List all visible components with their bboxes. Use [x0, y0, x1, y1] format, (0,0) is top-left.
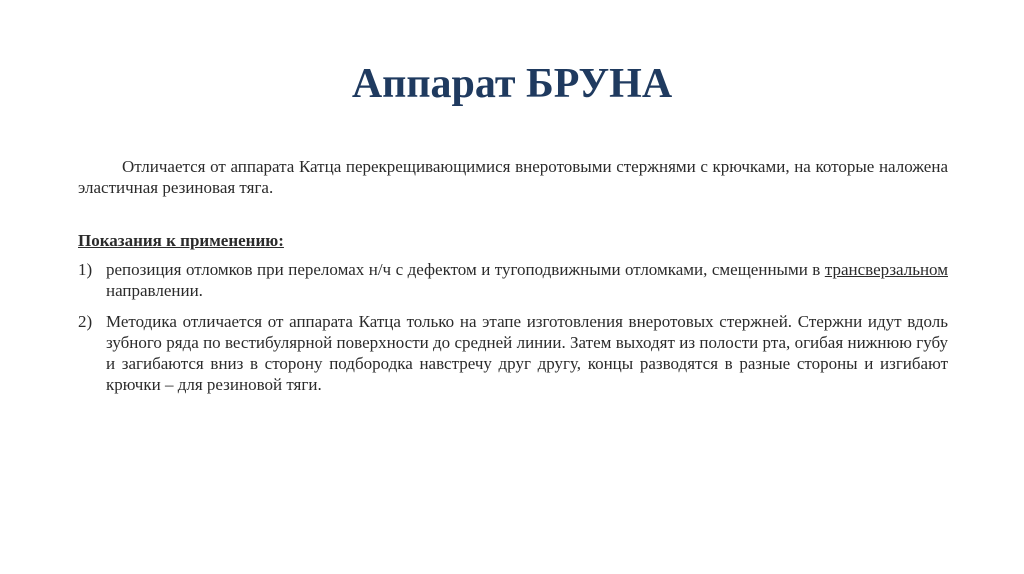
list-item	[78, 259, 948, 301]
underlined-term: трансверзальном	[824, 260, 948, 279]
indications-heading: Показания к применению:	[78, 231, 284, 250]
indications-list	[78, 259, 948, 395]
slide-title: Аппарат БРУНА	[351, 61, 673, 107]
list-item-text	[106, 259, 948, 301]
intro-paragraph: Отличается от аппарата Катца перекрещивающимися внеротовыми стержнями с крючками, на которые наложена эластичная резиновая тяга.	[78, 157, 948, 197]
list-item-text-part: направлении.	[106, 281, 203, 300]
slide-content	[78, 156, 948, 405]
list-item-text-part: репозиция отломков при переломах н/ч с дефектом и тугоподвижными отломками, смещенными в	[106, 260, 825, 279]
list-item-text: Методика отличается от аппарата Катца только на этапе изготовления внеротовых стержней. Стержни идут вдоль зубного ряда по вестибулярной поверхности до средней линии. Затем выходят из полости рта, огибая нижнюю губу и загибаются вниз в сторону подбородка навстречу друг другу, концы разводятся в разные стороны и изгибают крючки – для резиновой тяги.	[106, 312, 948, 394]
list-item	[78, 311, 948, 395]
list-item-number: 1)	[78, 260, 93, 279]
list-item-number: 2)	[78, 312, 93, 331]
